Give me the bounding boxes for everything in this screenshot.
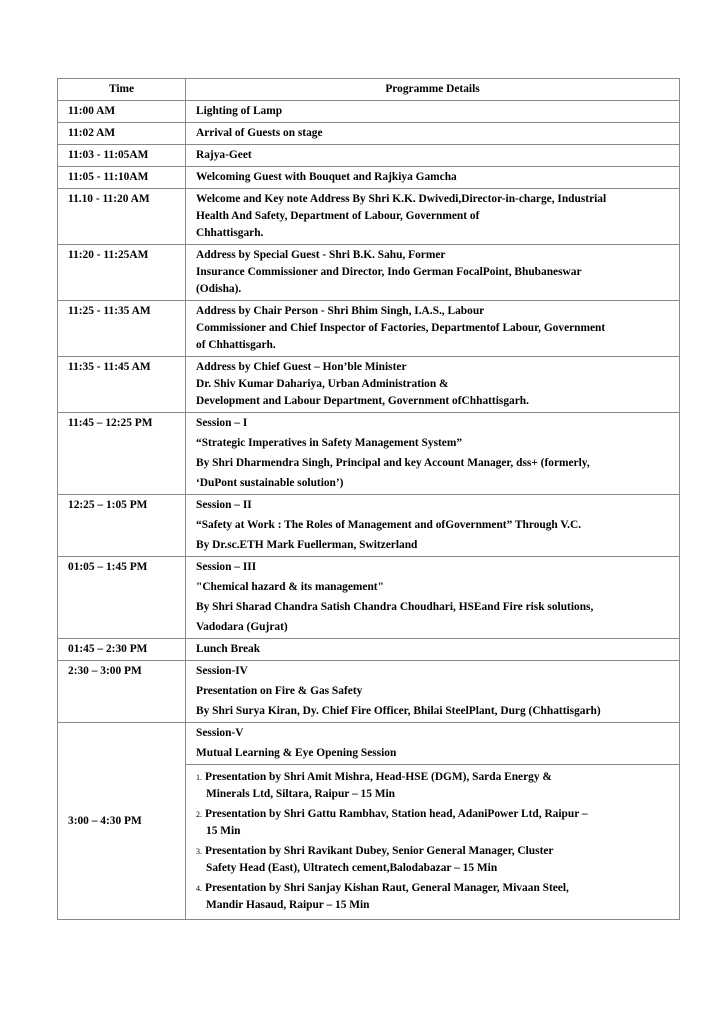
time-cell: 11:20 - 11:25AM — [58, 245, 186, 301]
detail-line: Presentation on Fire & Gas Safety — [196, 685, 363, 697]
details-cell — [186, 123, 680, 145]
table-row — [58, 167, 680, 189]
time-cell: 11:05 - 11:10AM — [58, 167, 186, 189]
time-cell: 11.10 - 11:20 AM — [58, 189, 186, 245]
time-cell: 01:05 – 1:45 PM — [58, 557, 186, 639]
time-cell: 2:30 – 3:00 PM — [58, 661, 186, 723]
details-header: Programme Details — [186, 79, 680, 101]
time-cell: 01:45 – 2:30 PM — [58, 639, 186, 661]
item-number: 3. — [196, 847, 202, 856]
time-cell: 11:35 - 11:45 AM — [58, 357, 186, 413]
detail-line: Session – III — [196, 561, 257, 573]
details-cell — [186, 189, 680, 245]
table-row — [58, 189, 680, 245]
detail-line: Lunch Break — [196, 643, 261, 655]
programme-body — [58, 101, 680, 920]
time-cell: 12:25 – 1:05 PM — [58, 495, 186, 557]
item-line: Safety Head (East), Ultratech cement,Balodabazar – 15 Min — [206, 862, 498, 874]
detail-line: Session – I — [196, 417, 248, 429]
detail-line: Mutual Learning & Eye Opening Session — [196, 747, 397, 759]
details-cell — [186, 357, 680, 413]
details-cell — [186, 245, 680, 301]
detail-line: Session-V — [196, 727, 244, 739]
item-number: 2. — [196, 810, 202, 819]
detail-line: Welcoming Guest with Bouquet and Rajkiya Gamcha — [196, 171, 457, 183]
detail-line: Commissioner and Chief Inspector of Factories, Departmentof Labour, Government — [196, 322, 606, 334]
details-cell — [186, 723, 680, 765]
detail-line: “Safety at Work : The Roles of Management and ofGovernment” Through V.C. — [196, 519, 582, 531]
detail-line: Dr. Shiv Kumar Dahariya, Urban Administration & — [196, 378, 449, 390]
details-cell — [186, 145, 680, 167]
list-item — [196, 806, 675, 840]
table-row — [58, 557, 680, 639]
item-number: 1. — [196, 773, 202, 782]
item-line: Presentation by Shri Ravikant Dubey, Senior General Manager, Cluster — [205, 845, 554, 857]
detail-line: By Shri Sharad Chandra Satish Chandra Choudhari, HSEand Fire risk solutions, — [196, 601, 594, 613]
time-cell: 11:25 - 11:35 AM — [58, 301, 186, 357]
details-cell — [186, 765, 680, 920]
detail-line: By Shri Dharmendra Singh, Principal and key Account Manager, dss+ (formerly, — [196, 457, 590, 469]
table-row — [58, 723, 680, 765]
detail-line: By Dr.sc.ETH Mark Fuellerman, Switzerland — [196, 539, 418, 551]
detail-line: Session-IV — [196, 665, 248, 677]
list-item — [196, 843, 675, 877]
time-cell: 11:03 - 11:05AM — [58, 145, 186, 167]
detail-line: (Odisha). — [196, 283, 242, 295]
detail-line: Arrival of Guests on stage — [196, 127, 323, 139]
table-row — [58, 101, 680, 123]
detail-line: Welcome and Key note Address By Shri K.K. Dwivedi,Director-in-charge, Industrial — [196, 193, 607, 205]
programme-table — [57, 78, 680, 920]
details-cell — [186, 101, 680, 123]
detail-line: Insurance Commissioner and Director, Indo German FocalPoint, Bhubaneswar — [196, 266, 582, 278]
detail-line: Address by Special Guest - Shri B.K. Sahu, Former — [196, 249, 446, 261]
detail-line: Session – II — [196, 499, 252, 511]
item-line: Minerals Ltd, Siltara, Raipur – 15 Min — [206, 788, 396, 800]
detail-line: Development and Labour Department, Government ofChhattisgarh. — [196, 395, 529, 407]
table-row — [58, 661, 680, 723]
table-row — [58, 301, 680, 357]
table-row — [58, 145, 680, 167]
list-item — [196, 769, 675, 803]
table-row — [58, 639, 680, 661]
table-row — [58, 413, 680, 495]
item-number: 4. — [196, 884, 202, 893]
table-row — [58, 245, 680, 301]
details-cell — [186, 661, 680, 723]
detail-line: Lighting of Lamp — [196, 105, 283, 117]
detail-line: Address by Chair Person - Shri Bhim Singh, I.A.S., Labour — [196, 305, 485, 317]
item-line: Mandir Hasaud, Raipur – 15 Min — [206, 899, 370, 911]
header-row — [58, 79, 680, 101]
list-item — [196, 880, 675, 914]
time-cell: 11:00 AM — [58, 101, 186, 123]
table-row — [58, 123, 680, 145]
detail-line: ‘DuPont sustainable solution’) — [196, 477, 344, 489]
time-cell: 11:45 – 12:25 PM — [58, 413, 186, 495]
details-cell — [186, 167, 680, 189]
detail-line: Chhattisgarh. — [196, 227, 264, 239]
detail-line: Rajya-Geet — [196, 149, 252, 161]
details-cell — [186, 495, 680, 557]
detail-line: Vadodara (Gujrat) — [196, 621, 288, 633]
detail-line: Address by Chief Guest – Hon’ble Minister — [196, 361, 407, 373]
table-row — [58, 357, 680, 413]
item-line: 15 Min — [206, 825, 241, 837]
detail-line: of Chhattisgarh. — [196, 339, 276, 351]
detail-line: "Chemical hazard & its management" — [196, 581, 384, 593]
time-cell: 11:02 AM — [58, 123, 186, 145]
detail-line: By Shri Surya Kiran, Dy. Chief Fire Officer, Bhilai SteelPlant, Durg (Chhattisgarh) — [196, 705, 601, 717]
detail-line: Health And Safety, Department of Labour, Government of — [196, 210, 480, 222]
item-line: Presentation by Shri Gattu Rambhav, Station head, AdaniPower Ltd, Raipur – — [205, 808, 588, 820]
details-cell — [186, 557, 680, 639]
details-cell — [186, 413, 680, 495]
time-header: Time — [58, 79, 186, 101]
details-cell — [186, 301, 680, 357]
detail-line: “Strategic Imperatives in Safety Management System” — [196, 437, 463, 449]
item-line: Presentation by Shri Amit Mishra, Head-HSE (DGM), Sarda Energy & — [205, 771, 552, 783]
details-cell — [186, 639, 680, 661]
item-line: Presentation by Shri Sanjay Kishan Raut, General Manager, Mivaan Steel, — [205, 882, 569, 894]
table-row — [58, 495, 680, 557]
time-cell: 3:00 – 4:30 PM — [58, 723, 186, 920]
